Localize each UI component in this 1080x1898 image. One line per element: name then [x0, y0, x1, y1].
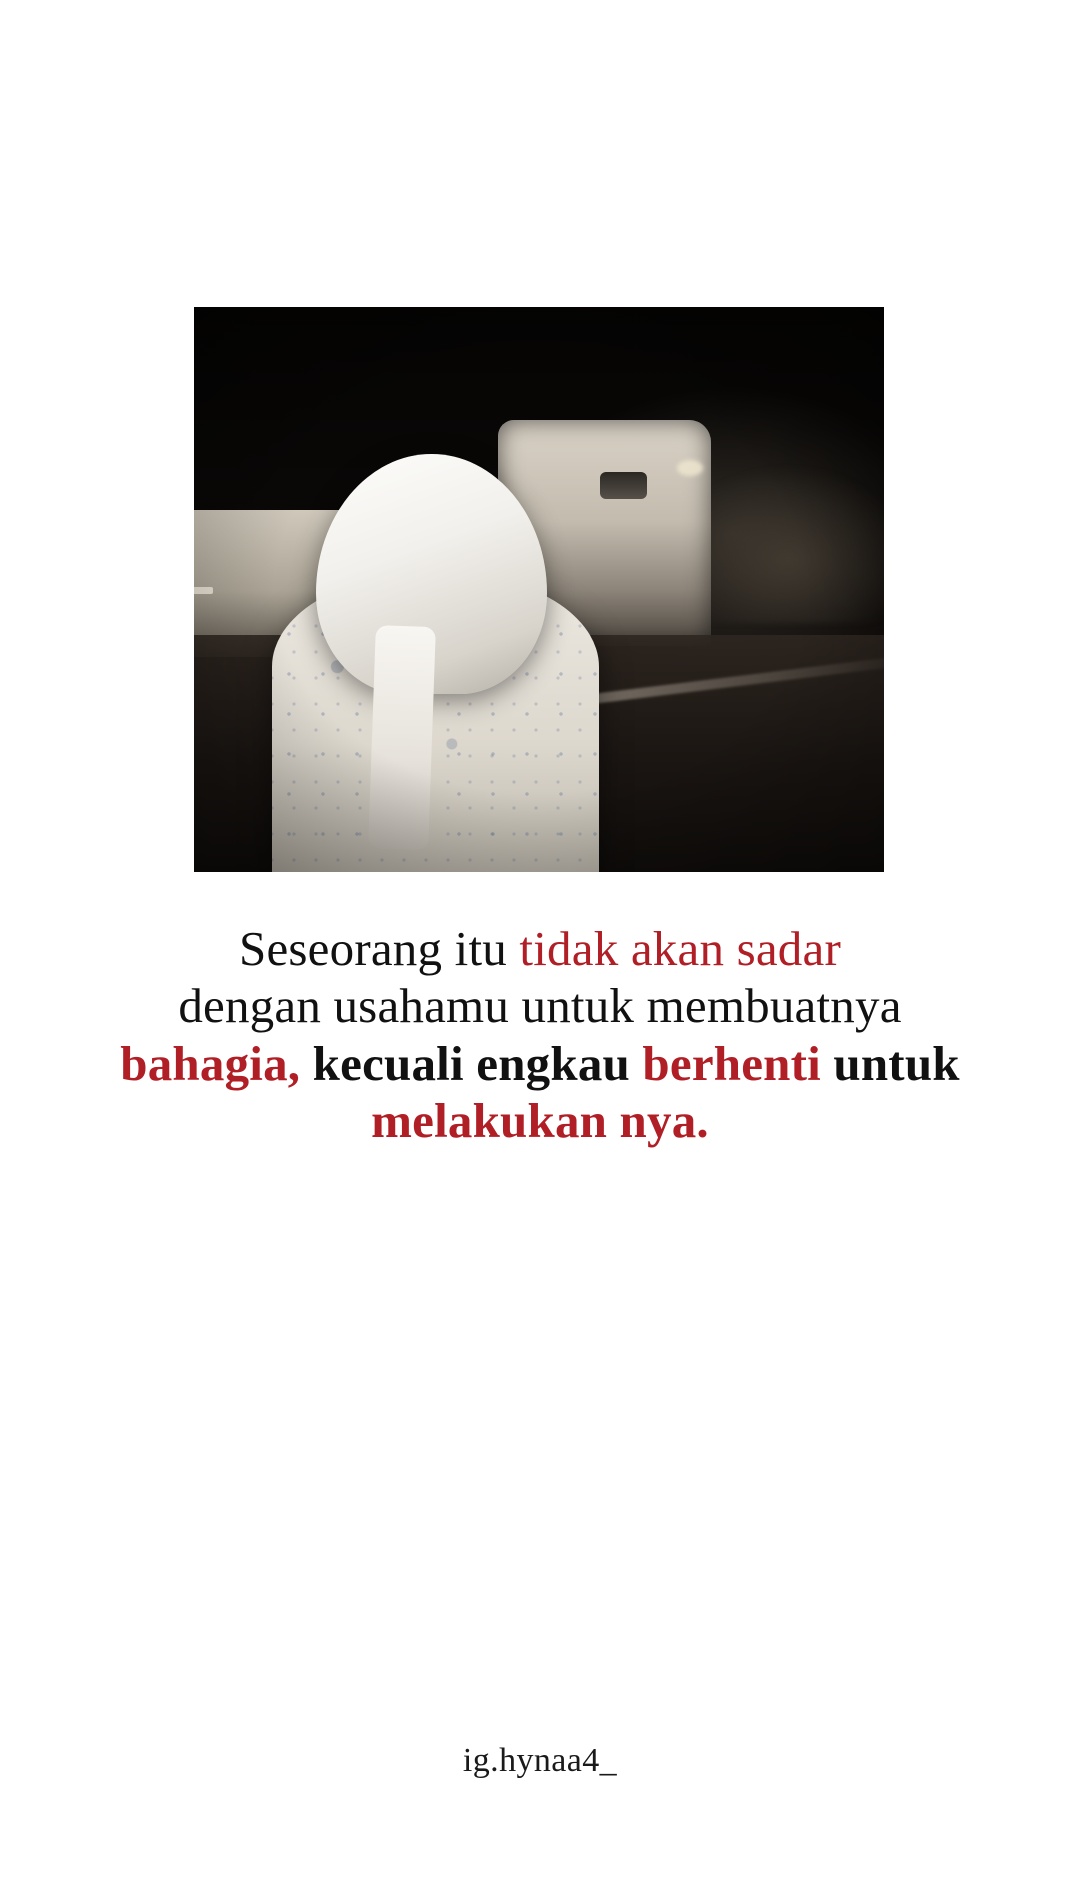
quote-caption: [90, 920, 990, 1149]
person-subject: [249, 454, 622, 872]
caption-line3-plain-a: kecuali engkau: [300, 1035, 643, 1091]
license-plate: [194, 587, 213, 594]
caption-line2-plain: dengan usahamu untuk membuatnya: [178, 978, 902, 1034]
hijab-tail: [368, 625, 435, 850]
background-foliage: [705, 465, 884, 623]
caption-line3-plain-b: untuk: [820, 1035, 960, 1091]
van-light: [677, 460, 703, 476]
night-street-photo: [194, 307, 884, 872]
caption-line1-highlight: tidak akan sadar: [519, 921, 841, 976]
caption-line3-highlight-a: bahagia,: [120, 1035, 301, 1091]
account-handle: ig.hynaa4_: [462, 1742, 618, 1779]
caption-line3-highlight-b: berhenti: [642, 1035, 821, 1091]
caption-line4-highlight: melakukan nya.: [371, 1092, 709, 1148]
caption-line1-plain: Seseorang itu: [239, 921, 520, 976]
photo-frame: [194, 307, 884, 872]
